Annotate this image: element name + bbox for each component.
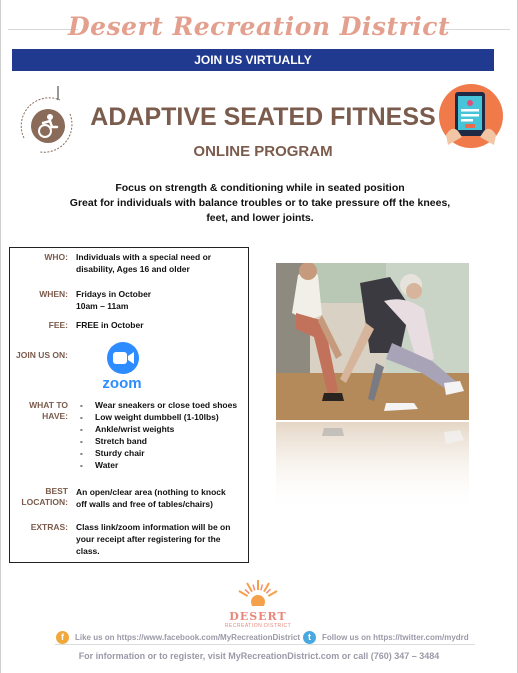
adaptive-sports-logo	[10, 86, 86, 162]
desert-recreation-footer-logo	[218, 578, 298, 628]
bullet: -	[80, 412, 83, 422]
facebook-text: Like us on https://www.facebook.com/MyRecreationDistrict	[75, 633, 301, 642]
who-line: disability, Ages 16 and older	[76, 264, 190, 274]
label-line: WHAT TO	[29, 400, 68, 410]
description-line: Great for individuals with balance troubles or to take pressure off the knees,	[69, 197, 451, 209]
bullet: -	[80, 436, 83, 446]
bullet: -	[80, 448, 83, 458]
bullet: -	[80, 400, 83, 410]
facebook-icon: f	[56, 631, 69, 644]
footer-logo-word: DESERT	[229, 610, 287, 623]
who-line: Individuals with a special need or	[76, 252, 212, 262]
program-description	[40, 181, 480, 226]
when-value	[76, 288, 246, 312]
registration-info: For information or to register, visit MyRecreationDistrict.com or call (760) 347 – 3484	[78, 651, 440, 661]
photo-reflection	[276, 422, 469, 512]
zoom-camera-icon	[106, 341, 140, 375]
program-title: ADAPTIVE SEATED FITNESS	[90, 103, 436, 131]
item-text: Wear sneakers or close toed shoes	[95, 400, 238, 410]
sun-rays-icon	[218, 578, 298, 606]
twitter-text: Follow us on https://twitter.com/mydrd	[322, 633, 469, 642]
extras-line: Class link/zoom information will be on	[76, 522, 231, 532]
bullet: -	[80, 460, 83, 470]
page-edge-left	[0, 0, 1, 673]
when-line: Fridays in October	[76, 289, 152, 299]
who-value	[76, 251, 246, 275]
item-text: Sturdy chair	[95, 448, 145, 458]
tablet-hand-icon	[438, 83, 504, 149]
zoom-wordmark: zoom	[102, 375, 142, 392]
list-item	[80, 424, 174, 435]
item-text: Low weight dumbbell (1-10lbs)	[95, 412, 219, 422]
when-line: 10am – 11am	[76, 301, 129, 311]
label-line: HAVE:	[42, 411, 68, 421]
label-line: BEST	[45, 486, 68, 496]
location-line: An open/clear area (nothing to knock	[76, 487, 226, 497]
join-label: JOIN US ON:	[16, 350, 68, 360]
brand-title: Desert Recreation District	[67, 12, 450, 41]
list-item	[80, 448, 145, 459]
seated-fitness-photo	[276, 263, 469, 420]
footer-logo-sub: RECREATION DISTRICT	[224, 623, 292, 629]
fee-value: FREE in October	[76, 320, 144, 330]
item-text: Stretch band	[95, 436, 147, 446]
location-line: off walls and free of tables/chairs)	[76, 499, 213, 509]
item-text: Ankle/wrist weights	[95, 424, 175, 434]
list-item	[80, 436, 147, 447]
label-line: LOCATION:	[21, 497, 68, 507]
extras-value	[76, 521, 246, 557]
what-to-have-label	[12, 400, 68, 422]
footer-divider	[55, 644, 475, 645]
details-box	[9, 247, 249, 563]
zoom-logo	[94, 341, 150, 392]
who-label: WHO:	[44, 252, 68, 262]
extras-line: class.	[76, 546, 100, 556]
description-line: Focus on strength & conditioning while in seated position	[115, 182, 405, 194]
join-virtually-banner: JOIN US VIRTUALLY	[12, 49, 494, 71]
facebook-link[interactable]	[56, 631, 300, 644]
best-location-value	[76, 486, 246, 510]
when-label: WHEN:	[39, 289, 68, 299]
list-item	[80, 460, 118, 471]
best-location-label	[12, 486, 68, 508]
description-line: feet, and lower joints.	[206, 212, 314, 224]
item-text: Water	[95, 460, 119, 470]
list-item	[80, 400, 237, 411]
bullet: -	[80, 424, 83, 434]
extras-label: EXTRAS:	[30, 522, 68, 532]
program-subtitle: ONLINE PROGRAM	[193, 143, 333, 160]
extras-line: your receipt after registering for the	[76, 534, 221, 544]
twitter-link[interactable]	[303, 631, 469, 644]
list-item	[80, 412, 219, 423]
twitter-icon: t	[303, 631, 316, 644]
fee-label: FEE:	[48, 320, 68, 330]
